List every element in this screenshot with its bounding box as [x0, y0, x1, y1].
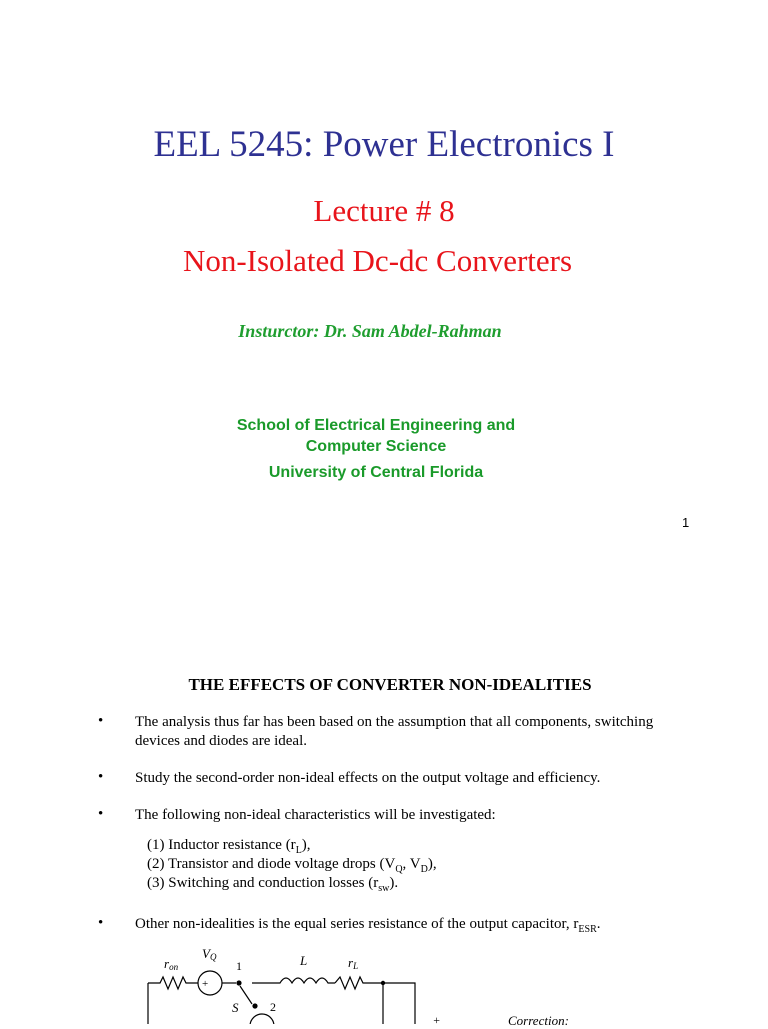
bullet-1-line-2: devices and diodes are ideal.	[135, 733, 308, 749]
course-title: EEL 5245: Power Electronics I	[153, 124, 615, 165]
bullet-marker: •	[98, 915, 104, 931]
ron-label: ron	[164, 956, 179, 972]
source-plus-sign: +	[202, 978, 209, 990]
input-source	[250, 1014, 274, 1024]
bullet-marker: •	[98, 713, 104, 729]
lecture-topic: Non-Isolated Dc-dc Converters	[182, 243, 573, 278]
node-1-dot	[236, 980, 241, 985]
bullet-text-1	[135, 713, 695, 751]
lecture-number: Lecture # 8	[313, 193, 455, 228]
bullet-text-4: Other non-idealities is the equal series resistance of the output capacitor, $r_{ESR}$.	[135, 916, 601, 935]
buck-converter-circuit-diagram	[140, 940, 440, 1024]
junction-dot	[381, 981, 385, 985]
instructor-name: Insturctor: Dr. Sam Abdel-Rahman	[238, 321, 502, 341]
page-number: 1	[682, 515, 690, 530]
section-heading: THE EFFECTS OF CONVERTER NON-IDEALITIES	[188, 675, 592, 694]
switch-blade	[240, 986, 252, 1004]
node-2-label: 2	[270, 1000, 276, 1014]
university-name: University of Central Florida	[268, 464, 484, 481]
switch-label: S	[232, 1000, 239, 1015]
node-1-label: 1	[236, 959, 242, 973]
output-plus-label: +	[433, 1013, 440, 1024]
correction-note: Correction:	[508, 1013, 569, 1028]
bullet-text-2: Study the second-order non-ideal effects on the output voltage and efficiency.	[135, 770, 601, 786]
node-2-dot	[252, 1003, 257, 1008]
vq-label: VQ	[202, 946, 217, 962]
school-line-2: Computer Science	[305, 438, 447, 455]
inductor-coil	[252, 978, 335, 983]
bullet-marker: •	[98, 769, 104, 785]
bullet-1-line-1: The analysis thus far has been based on the assumption that all components, switching	[135, 714, 654, 730]
bullet-marker: •	[98, 806, 104, 822]
inductor-label: L	[300, 953, 308, 968]
rl-label: rL	[348, 955, 359, 971]
subitem-voltage-drops: (2) Transistor and diode voltage drops ($V_Q$, $V_D$),	[147, 856, 437, 875]
school-line-1: School of Electrical Engineering and	[236, 417, 516, 434]
ron-resistor	[148, 977, 198, 989]
bullet-text-3: The following non-ideal characteristics will be investigated:	[135, 807, 496, 823]
subitem-inductor-resistance: (1) Inductor resistance $(r_L)$,	[147, 837, 311, 856]
subitem-switching-losses: (3) Switching and conduction losses $(r_{sw})$.	[147, 875, 399, 894]
right-wire	[383, 983, 415, 1024]
rl-resistor	[335, 977, 383, 989]
